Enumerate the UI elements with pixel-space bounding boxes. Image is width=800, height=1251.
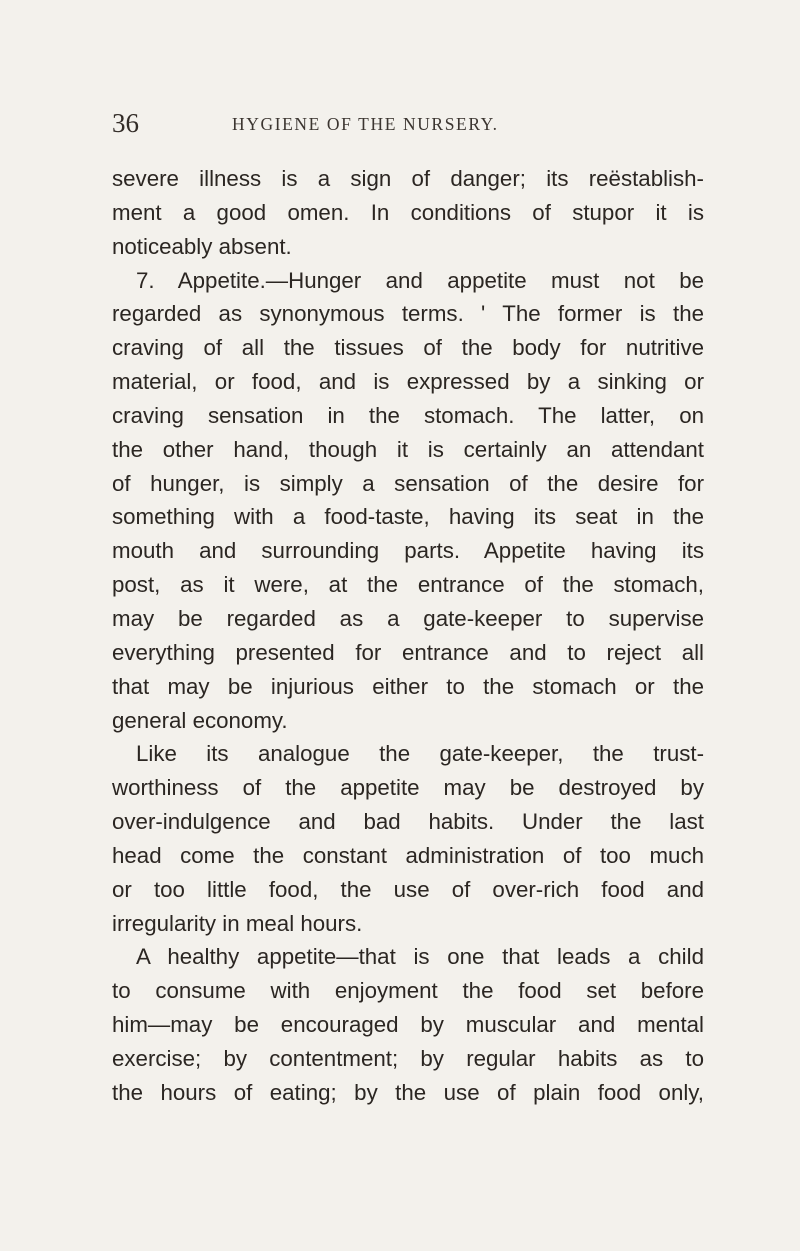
paragraph-start-line: Like its analogue the gate-keeper, the trust- bbox=[136, 741, 704, 767]
text-line: the hours of eating; by the use of plain food only, bbox=[112, 1079, 704, 1105]
text-line: him—may be encouraged by muscular and mental bbox=[112, 1012, 704, 1038]
text-line: post, as it were, at the entrance of the stomach, bbox=[112, 572, 704, 598]
text-line: exercise; by contentment; by regular habits as to bbox=[112, 1045, 704, 1071]
text-line: that may be injurious either to the stomach or the bbox=[112, 673, 704, 699]
section-heading-line: 7. Appetite.—Hunger and appetite must not be bbox=[136, 267, 704, 293]
body-text bbox=[112, 162, 704, 1110]
paragraph-start-line: A healthy appetite—that is one that leads a child bbox=[136, 944, 704, 970]
text-line: may be regarded as a gate-keeper to supervise bbox=[112, 605, 704, 631]
text-line: craving sensation in the stomach. The latter, on bbox=[112, 402, 704, 428]
text-line: the other hand, though it is certainly an attendant bbox=[112, 436, 704, 462]
text-line: something with a food-taste, having its seat in the bbox=[112, 504, 704, 530]
text-line: severe illness is a sign of danger; its reëstablish- bbox=[112, 166, 704, 191]
text-line: ment a good omen. In conditions of stupor it is bbox=[112, 199, 704, 225]
page-number: 36 bbox=[112, 108, 139, 138]
running-head bbox=[112, 108, 712, 144]
text-line: head come the constant administration of too much bbox=[112, 842, 704, 868]
text-line: worthiness of the appetite may be destroyed by bbox=[112, 775, 704, 801]
running-title: HYGIENE OF THE NURSERY. bbox=[232, 114, 499, 134]
text-line: of hunger, is simply a sensation of the desire for bbox=[112, 470, 704, 496]
text-line: to consume with enjoyment the food set before bbox=[112, 978, 704, 1004]
text-line: or too little food, the use of over-rich food and bbox=[112, 876, 704, 902]
text-line: over-indulgence and bad habits. Under the last bbox=[112, 809, 704, 835]
text-line: regarded as synonymous terms. ' The former is the bbox=[112, 301, 704, 327]
text-line: mouth and surrounding parts. Appetite having its bbox=[112, 538, 704, 564]
text-line: noticeably absent. bbox=[112, 233, 292, 259]
text-line: everything presented for entrance and to reject all bbox=[112, 639, 704, 665]
text-line: general economy. bbox=[112, 707, 288, 733]
text-line: material, or food, and is expressed by a sinking or bbox=[112, 369, 704, 395]
text-line: craving of all the tissues of the body for nutritive bbox=[112, 335, 704, 361]
text-line: irregularity in meal hours. bbox=[112, 910, 363, 936]
